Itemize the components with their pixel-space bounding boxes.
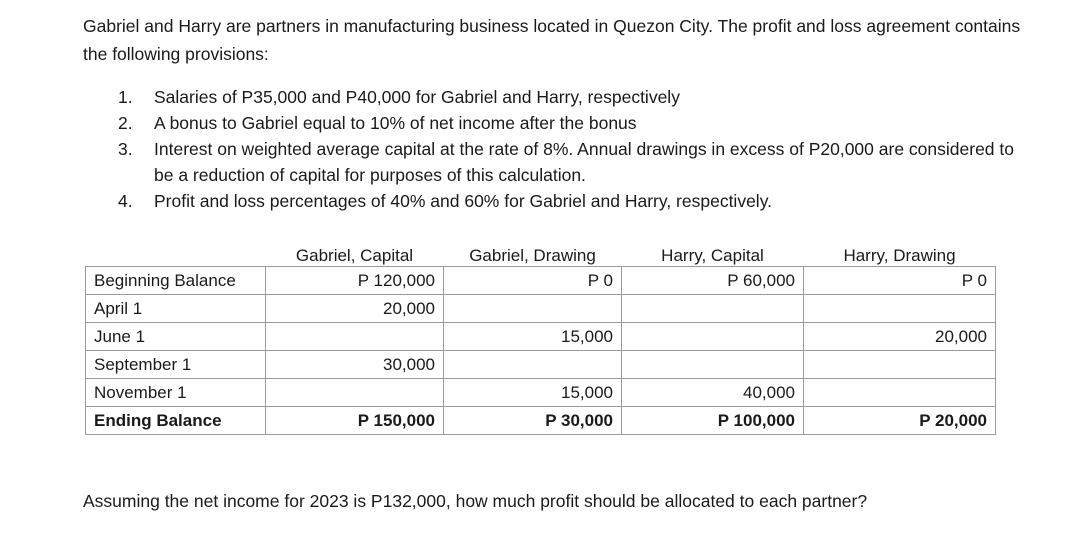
header-gabriel-drawing: Gabriel, Drawing bbox=[469, 246, 596, 265]
provision-item bbox=[118, 136, 1018, 188]
cell-harry-drawing bbox=[804, 295, 996, 323]
provision-text: Salaries of P35,000 and P40,000 for Gabriel and Harry, respectively bbox=[154, 87, 680, 107]
cell-harry-drawing bbox=[804, 379, 996, 407]
capital-accounts-table bbox=[85, 240, 996, 435]
provision-item bbox=[118, 188, 1018, 214]
row-label: Ending Balance bbox=[86, 407, 266, 435]
provision-item bbox=[118, 84, 1018, 110]
table-row-ending-balance bbox=[86, 407, 996, 435]
provision-text: Profit and loss percentages of 40% and 60% for Gabriel and Harry, respectively. bbox=[154, 191, 773, 211]
cell-gabriel-capital: 30,000 bbox=[266, 351, 444, 379]
row-label: September 1 bbox=[86, 351, 266, 379]
provision-number: 4. bbox=[118, 191, 133, 211]
provision-text: Interest on weighted average capital at the rate of 8%. Annual drawings in excess of P20,000 are considered to be a reduction of capital for purposes of this calculation. bbox=[154, 139, 1014, 185]
intro-paragraph: Gabriel and Harry are partners in manufacturing business located in Quezon City. The profit and loss agreement contains the following provisions: bbox=[83, 16, 1021, 64]
header-harry-drawing: Harry, Drawing bbox=[843, 246, 956, 265]
cell-harry-capital bbox=[622, 323, 804, 351]
provision-number: 1. bbox=[118, 87, 133, 107]
header-cell-blank bbox=[86, 240, 266, 267]
row-label: Beginning Balance bbox=[86, 267, 266, 295]
provision-number: 3. bbox=[118, 139, 133, 159]
cell-harry-drawing: P 0 bbox=[804, 267, 996, 295]
cell-gabriel-drawing: P 30,000 bbox=[444, 407, 622, 435]
cell-gabriel-drawing: 15,000 bbox=[444, 379, 622, 407]
provision-text: A bonus to Gabriel equal to 10% of net income after the bonus bbox=[154, 113, 637, 133]
table-row bbox=[86, 295, 996, 323]
header-harry-capital: Harry, Capital bbox=[661, 246, 764, 265]
row-label: April 1 bbox=[86, 295, 266, 323]
cell-gabriel-capital: P 120,000 bbox=[266, 267, 444, 295]
cell-gabriel-drawing: P 0 bbox=[444, 267, 622, 295]
table-row bbox=[86, 267, 996, 295]
header-gabriel-capital: Gabriel, Capital bbox=[295, 246, 414, 265]
cell-gabriel-drawing bbox=[444, 295, 622, 323]
cell-gabriel-capital bbox=[266, 323, 444, 351]
cell-harry-capital bbox=[622, 351, 804, 379]
cell-gabriel-drawing bbox=[444, 351, 622, 379]
cell-harry-drawing: 20,000 bbox=[804, 323, 996, 351]
table-row bbox=[86, 379, 996, 407]
cell-harry-drawing bbox=[804, 351, 996, 379]
question-text: Assuming the net income for 2023 is P132,000, how much profit should be allocated to each partner? bbox=[83, 491, 868, 511]
cell-gabriel-drawing: 15,000 bbox=[444, 323, 622, 351]
cell-harry-capital: P 60,000 bbox=[622, 267, 804, 295]
cell-harry-capital bbox=[622, 295, 804, 323]
provision-number: 2. bbox=[118, 113, 133, 133]
provision-item bbox=[118, 110, 1018, 136]
row-label: November 1 bbox=[86, 379, 266, 407]
provisions-list bbox=[118, 84, 1018, 214]
cell-harry-capital: P 100,000 bbox=[622, 407, 804, 435]
table-row bbox=[86, 323, 996, 351]
cell-harry-drawing: P 20,000 bbox=[804, 407, 996, 435]
cell-gabriel-capital: 20,000 bbox=[266, 295, 444, 323]
table-header-row bbox=[86, 240, 996, 267]
cell-harry-capital: 40,000 bbox=[622, 379, 804, 407]
row-label: June 1 bbox=[86, 323, 266, 351]
table-row bbox=[86, 351, 996, 379]
cell-gabriel-capital: P 150,000 bbox=[266, 407, 444, 435]
cell-gabriel-capital bbox=[266, 379, 444, 407]
